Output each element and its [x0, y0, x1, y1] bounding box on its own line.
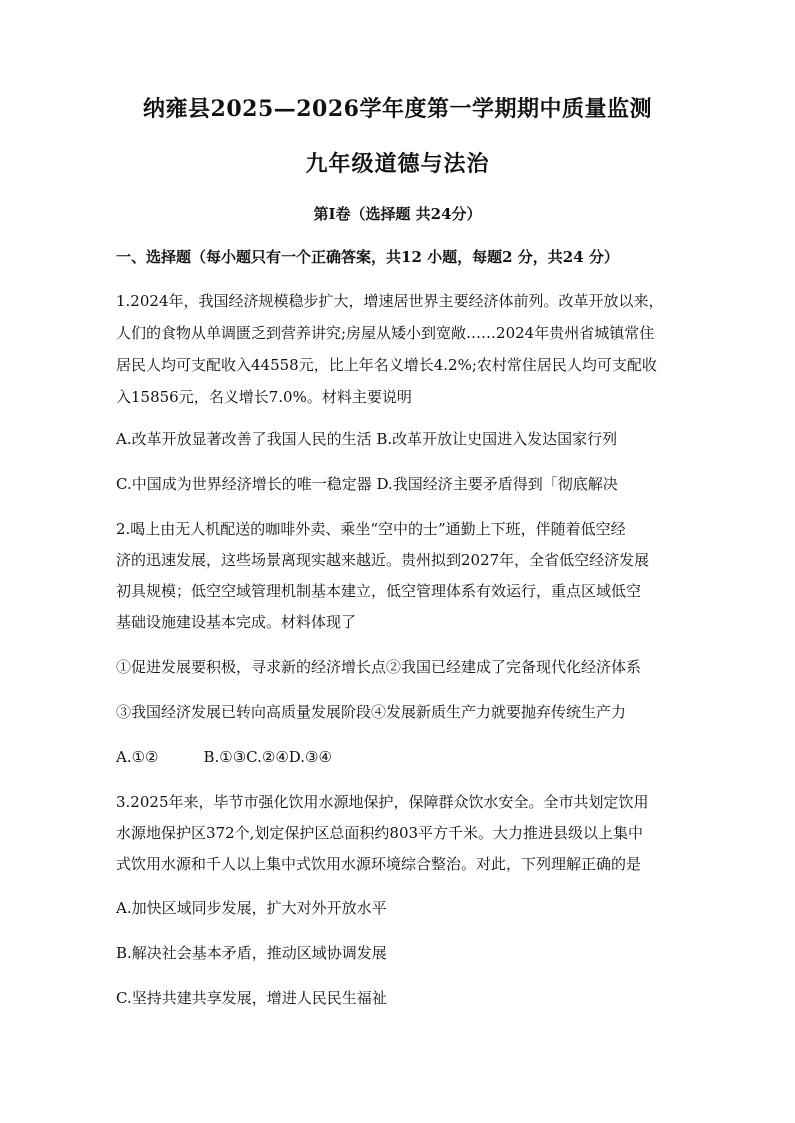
q2-stem-line-1: 2.喝上由无人机配送的咖啡外卖、乘坐“空中的士”通勤上下班，伴随着低空经 — [116, 520, 626, 538]
q1-stem-line-1: 1.2024年，我国经济规模稳步扩大，增速居世界主要经济体前列。改革开放以来， — [116, 292, 664, 310]
section-heading: 一、选择题（每小题只有一个正确答案，共12 小题，每题2 分，共24 分） — [116, 248, 619, 266]
part-label: 第I卷（选择题 共24分） — [313, 205, 482, 223]
q3-option-b: B.解决社会基本矛盾，推动区域协调发展 — [116, 944, 387, 962]
q1-stem-line-2: 人们的食物从单调匮乏到营养讲究;房屋从矮小到宽敞……2024年贵州省城镇常住 — [116, 324, 655, 342]
exam-title: 纳雍县2025—2026学年度第一学期期中质量监测 — [143, 96, 652, 122]
q1-stem-line-4: 入15856元，名义增长7.0%。材料主要说明 — [116, 388, 412, 406]
q3-stem-line-3: 式饮用水源和千人以上集中式饮用水源环境综合整治。对此，下列理解正确的是 — [116, 855, 642, 873]
q2-stem-line-2: 济的迅速发展，这些场景离现实越来越近。贵州拟到2027年，全省低空经济发展 — [116, 551, 650, 569]
q3-option-a: A.加快区域同步发展，扩大对外开放水平 — [116, 899, 387, 917]
q1-options-ab: A.改革开放显著改善了我国人民的生活 B.改革开放让史国进入发达国家行列 — [116, 430, 618, 448]
q2-options: A.①② B.①③C.②④D.③④ — [116, 748, 332, 766]
q3-option-c: C.坚持共建共享发展，增进人民民生福祉 — [116, 989, 387, 1007]
q3-stem-line-2: 水源地保护区372个,划定保护区总面积约803平方千米。大力推进县级以上集中 — [116, 824, 644, 842]
q3-stem-line-1: 3.2025年来，毕节市强化饮用水源地保护，保障群众饮水安全。全市共划定饮用 — [116, 793, 649, 811]
q2-stem-line-3: 初具规模；低空空域管理机制基本建立，低空管理体系有效运行，重点区域低空 — [116, 582, 642, 600]
q2-stem-line-4: 基础设施建设基本完成。材料体现了 — [116, 613, 357, 631]
q2-statements-34: ③我国经济发展已转向高质量发展阶段④发展新质生产力就要抛弃传统生产力 — [116, 703, 627, 721]
q1-options-cd: C.中国成为世界经济增长的唯一稳定器 D.我国经济主要矛盾得到「彻底解决 — [116, 475, 618, 493]
exam-subject: 九年级道德与法治 — [305, 151, 490, 177]
q2-statements-12: ①促进发展要积极，寻求新的经济增长点②我国已经建成了完备现代化经济体系 — [116, 658, 642, 676]
q1-stem-line-3: 居民人均可支配收入44558元，比上年名义增长4.2%;农村常住居民人均可支配收 — [116, 356, 657, 374]
